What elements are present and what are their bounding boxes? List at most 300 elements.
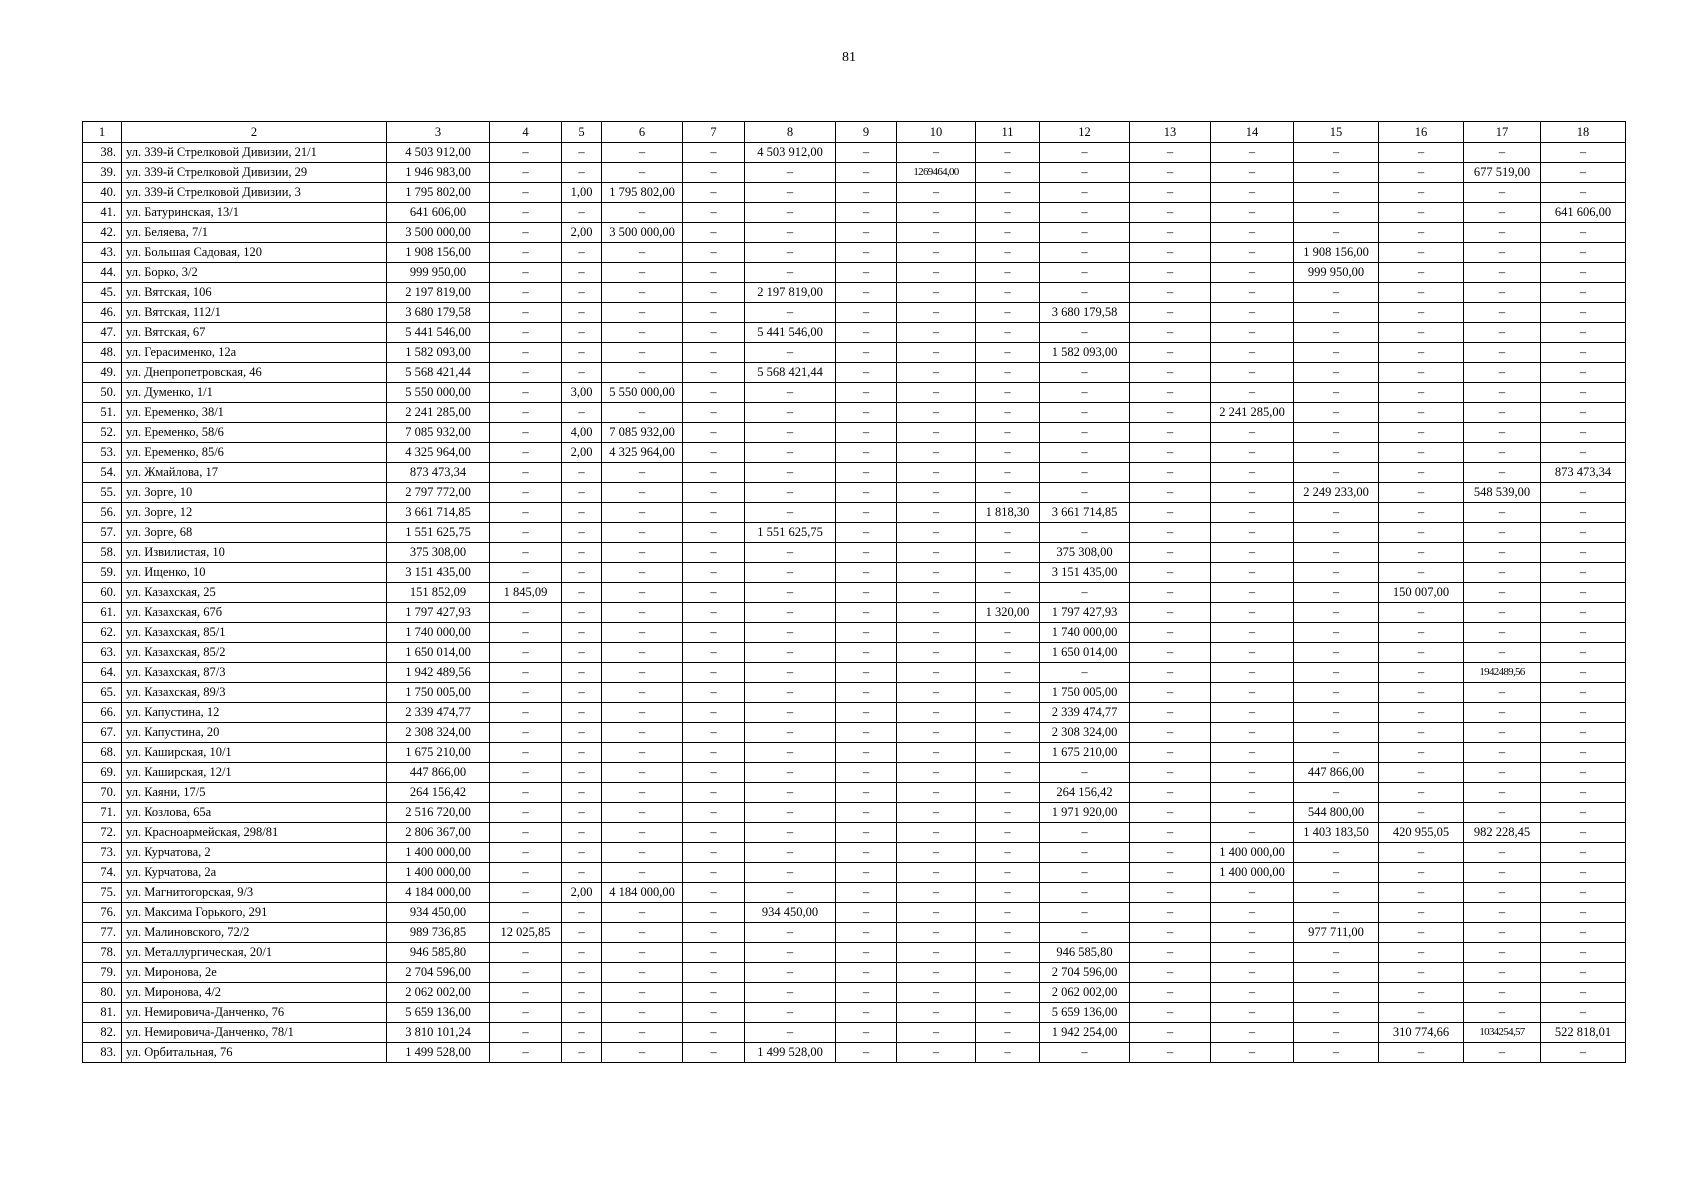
amount-cell-col-10: – <box>897 1043 976 1063</box>
amount-cell-col-5: – <box>562 623 602 643</box>
amount-cell-col-13: – <box>1130 1043 1211 1063</box>
amount-cell-col-6: – <box>602 343 683 363</box>
amount-cell-col-5: 3,00 <box>562 383 602 403</box>
amount-cell-col-14: – <box>1211 523 1294 543</box>
amount-cell-col-9: – <box>836 923 897 943</box>
amount-cell-col-18: – <box>1541 1043 1626 1063</box>
amount-cell-col-11: – <box>976 283 1040 303</box>
amount-cell-col-14: – <box>1211 603 1294 623</box>
amount-cell-col-14: – <box>1211 983 1294 1003</box>
amount-cell-col-3: 1 795 802,00 <box>387 183 490 203</box>
amount-cell-col-9: – <box>836 723 897 743</box>
table-row <box>83 443 1626 463</box>
amount-cell-col-9: – <box>836 143 897 163</box>
amount-cell-col-12: – <box>1040 143 1130 163</box>
amount-cell-col-16: – <box>1379 663 1464 683</box>
amount-cell-col-17: – <box>1464 763 1541 783</box>
amount-cell-col-10: – <box>897 223 976 243</box>
amount-cell-col-14: – <box>1211 363 1294 383</box>
amount-cell-col-3: 5 659 136,00 <box>387 1003 490 1023</box>
amount-cell-col-4: – <box>490 283 562 303</box>
amount-cell-col-13: – <box>1130 963 1211 983</box>
amount-cell-col-14: – <box>1211 903 1294 923</box>
amount-cell-col-9: – <box>836 183 897 203</box>
amount-cell-col-18: – <box>1541 403 1626 423</box>
amount-cell-col-17: – <box>1464 683 1541 703</box>
amount-cell-col-11: – <box>976 463 1040 483</box>
amount-cell-col-6: – <box>602 743 683 763</box>
amount-cell-col-17: – <box>1464 143 1541 163</box>
amount-cell-col-8: – <box>745 763 836 783</box>
amount-cell-col-4: – <box>490 223 562 243</box>
amount-cell-col-10: – <box>897 483 976 503</box>
amount-cell-col-17: – <box>1464 943 1541 963</box>
amount-cell-col-11: – <box>976 943 1040 963</box>
amount-cell-col-4: – <box>490 843 562 863</box>
amount-cell-col-18: – <box>1541 183 1626 203</box>
amount-cell-col-12: – <box>1040 323 1130 343</box>
amount-cell-col-10: – <box>897 763 976 783</box>
amount-cell-col-16: – <box>1379 603 1464 623</box>
amount-cell-col-7: – <box>683 483 745 503</box>
amount-cell-col-15: – <box>1294 683 1379 703</box>
amount-cell-col-17: – <box>1464 363 1541 383</box>
table-row <box>83 403 1626 423</box>
amount-cell-col-4: – <box>490 523 562 543</box>
amount-cell-col-5: – <box>562 683 602 703</box>
amount-cell-col-15: 977 711,00 <box>1294 923 1379 943</box>
amount-cell-col-11: – <box>976 263 1040 283</box>
table-row <box>83 583 1626 603</box>
amount-cell-col-13: – <box>1130 523 1211 543</box>
amount-cell-col-8: – <box>745 723 836 743</box>
amount-cell-col-14: – <box>1211 203 1294 223</box>
amount-cell-col-7: – <box>683 1003 745 1023</box>
amount-cell-col-12: – <box>1040 763 1130 783</box>
amount-cell-col-6: – <box>602 543 683 563</box>
amount-cell-col-4: – <box>490 823 562 843</box>
amount-cell-col-12: 3 151 435,00 <box>1040 563 1130 583</box>
amount-cell-col-3: 151 852,09 <box>387 583 490 603</box>
amount-cell-col-10: – <box>897 543 976 563</box>
amount-cell-col-16: – <box>1379 803 1464 823</box>
amount-cell-col-6: – <box>602 283 683 303</box>
amount-cell-col-5: – <box>562 303 602 323</box>
row-number-cell: 64. <box>83 663 122 683</box>
amount-cell-col-11: – <box>976 723 1040 743</box>
amount-cell-col-3: 1 582 093,00 <box>387 343 490 363</box>
amount-cell-col-7: – <box>683 843 745 863</box>
column-number-row <box>83 122 1626 143</box>
amount-cell-col-12: – <box>1040 443 1130 463</box>
column-header-4: 4 <box>490 122 562 143</box>
amount-cell-col-10: – <box>897 463 976 483</box>
amount-cell-col-15: – <box>1294 1043 1379 1063</box>
amount-cell-col-15: – <box>1294 323 1379 343</box>
amount-cell-col-3: 1 499 528,00 <box>387 1043 490 1063</box>
amount-cell-col-4: – <box>490 203 562 223</box>
row-number-cell: 62. <box>83 623 122 643</box>
row-number-cell: 75. <box>83 883 122 903</box>
row-number-cell: 55. <box>83 483 122 503</box>
amount-cell-col-16: – <box>1379 903 1464 923</box>
amount-cell-col-10: – <box>897 143 976 163</box>
amount-cell-col-13: – <box>1130 423 1211 443</box>
amount-cell-col-10: – <box>897 523 976 543</box>
amount-cell-col-9: – <box>836 683 897 703</box>
amount-cell-col-14: – <box>1211 583 1294 603</box>
amount-cell-col-8: – <box>745 163 836 183</box>
amount-cell-col-16: – <box>1379 543 1464 563</box>
amount-cell-col-11: – <box>976 383 1040 403</box>
amount-cell-col-9: – <box>836 263 897 283</box>
amount-cell-col-18: – <box>1541 523 1626 543</box>
amount-cell-col-8: – <box>745 643 836 663</box>
table-row <box>83 503 1626 523</box>
amount-cell-col-3: 1 400 000,00 <box>387 843 490 863</box>
amount-cell-col-9: – <box>836 583 897 603</box>
amount-cell-col-9: – <box>836 763 897 783</box>
amount-cell-col-3: 3 661 714,85 <box>387 503 490 523</box>
amount-cell-col-12: 1 650 014,00 <box>1040 643 1130 663</box>
amount-cell-col-8: – <box>745 503 836 523</box>
address-cell: ул. Еременко, 58/6 <box>122 423 387 443</box>
row-number-cell: 67. <box>83 723 122 743</box>
address-cell: ул. 339-й Стрелковой Дивизии, 3 <box>122 183 387 203</box>
amount-cell-col-18: – <box>1541 783 1626 803</box>
amount-cell-col-14: – <box>1211 743 1294 763</box>
amount-cell-col-4: – <box>490 663 562 683</box>
table-row <box>83 563 1626 583</box>
amount-cell-col-6: – <box>602 563 683 583</box>
amount-cell-col-4: – <box>490 963 562 983</box>
amount-cell-col-5: 4,00 <box>562 423 602 443</box>
amount-cell-col-6: – <box>602 703 683 723</box>
amount-cell-col-17: – <box>1464 383 1541 403</box>
amount-cell-col-11: – <box>976 423 1040 443</box>
amount-cell-col-11: – <box>976 403 1040 423</box>
amount-cell-col-7: – <box>683 543 745 563</box>
table-row <box>83 523 1626 543</box>
amount-cell-col-4: – <box>490 1043 562 1063</box>
address-cell: ул. Зорге, 10 <box>122 483 387 503</box>
amount-cell-col-11: – <box>976 783 1040 803</box>
table-row <box>83 143 1626 163</box>
amount-cell-col-16: – <box>1379 463 1464 483</box>
amount-cell-col-15: – <box>1294 623 1379 643</box>
amount-cell-col-6: – <box>602 243 683 263</box>
amount-cell-col-4: – <box>490 143 562 163</box>
amount-cell-col-9: – <box>836 343 897 363</box>
amount-cell-col-13: – <box>1130 1003 1211 1023</box>
amount-cell-col-4: – <box>490 903 562 923</box>
amount-cell-col-6: – <box>602 583 683 603</box>
amount-cell-col-9: – <box>836 483 897 503</box>
amount-cell-col-4: – <box>490 463 562 483</box>
amount-cell-col-13: – <box>1130 223 1211 243</box>
row-number-cell: 45. <box>83 283 122 303</box>
amount-cell-col-8: – <box>745 183 836 203</box>
amount-cell-col-10: – <box>897 723 976 743</box>
amount-cell-col-3: 1 797 427,93 <box>387 603 490 623</box>
amount-cell-col-8: – <box>745 383 836 403</box>
amount-cell-col-17: – <box>1464 743 1541 763</box>
row-number-cell: 66. <box>83 703 122 723</box>
amount-cell-col-16: – <box>1379 683 1464 703</box>
amount-cell-col-17: – <box>1464 903 1541 923</box>
amount-cell-col-4: – <box>490 543 562 563</box>
amount-cell-col-5: – <box>562 523 602 543</box>
table-row <box>83 343 1626 363</box>
table-row <box>83 783 1626 803</box>
amount-cell-col-13: – <box>1130 143 1211 163</box>
amount-cell-col-7: – <box>683 763 745 783</box>
amount-cell-col-14: – <box>1211 1003 1294 1023</box>
address-cell: ул. Максима Горького, 291 <box>122 903 387 923</box>
amount-cell-col-9: – <box>836 503 897 523</box>
column-header-17: 17 <box>1464 122 1541 143</box>
amount-cell-col-10: – <box>897 943 976 963</box>
column-header-13: 13 <box>1130 122 1211 143</box>
amount-cell-col-9: – <box>836 783 897 803</box>
row-number-cell: 60. <box>83 583 122 603</box>
address-cell: ул. Извилистая, 10 <box>122 543 387 563</box>
table-row <box>83 943 1626 963</box>
table-row <box>83 303 1626 323</box>
amount-cell-col-4: – <box>490 403 562 423</box>
amount-cell-col-5: – <box>562 963 602 983</box>
amount-cell-col-10: – <box>897 243 976 263</box>
amount-cell-col-14: – <box>1211 343 1294 363</box>
amount-cell-col-17: – <box>1464 703 1541 723</box>
amount-cell-col-11: 1 818,30 <box>976 503 1040 523</box>
amount-cell-col-4: – <box>490 943 562 963</box>
amount-cell-col-10: – <box>897 1003 976 1023</box>
amount-cell-col-9: – <box>836 803 897 823</box>
amount-cell-col-8: – <box>745 823 836 843</box>
amount-cell-col-4: – <box>490 423 562 443</box>
amount-cell-col-15: 1 908 156,00 <box>1294 243 1379 263</box>
amount-cell-col-3: 2 062 002,00 <box>387 983 490 1003</box>
table-row <box>83 723 1626 743</box>
amount-cell-col-6: – <box>602 363 683 383</box>
amount-cell-col-11: – <box>976 183 1040 203</box>
amount-cell-col-8: 5 441 546,00 <box>745 323 836 343</box>
row-number-cell: 50. <box>83 383 122 403</box>
amount-cell-col-5: 2,00 <box>562 223 602 243</box>
amount-cell-col-7: – <box>683 323 745 343</box>
amount-cell-col-18: – <box>1541 643 1626 663</box>
amount-cell-col-4: – <box>490 243 562 263</box>
table-row <box>83 183 1626 203</box>
table-row <box>83 543 1626 563</box>
amount-cell-col-5: – <box>562 823 602 843</box>
amount-cell-col-4: – <box>490 723 562 743</box>
amount-cell-col-16: – <box>1379 423 1464 443</box>
address-cell: ул. Большая Садовая, 120 <box>122 243 387 263</box>
row-number-cell: 69. <box>83 763 122 783</box>
amount-cell-col-17: – <box>1464 303 1541 323</box>
amount-cell-col-13: – <box>1130 923 1211 943</box>
amount-cell-col-10: – <box>897 903 976 923</box>
amount-cell-col-6: – <box>602 903 683 923</box>
amount-cell-col-12: 1 797 427,93 <box>1040 603 1130 623</box>
amount-cell-col-9: – <box>836 383 897 403</box>
amount-cell-col-7: – <box>683 303 745 323</box>
amount-cell-col-11: – <box>976 223 1040 243</box>
amount-cell-col-10: – <box>897 863 976 883</box>
amount-cell-col-13: – <box>1130 643 1211 663</box>
amount-cell-col-9: – <box>836 1003 897 1023</box>
amount-cell-col-13: – <box>1130 543 1211 563</box>
amount-cell-col-17: – <box>1464 723 1541 743</box>
amount-cell-col-8: – <box>745 1003 836 1023</box>
amount-cell-col-11: – <box>976 803 1040 823</box>
amount-cell-col-14: 2 241 285,00 <box>1211 403 1294 423</box>
amount-cell-col-9: – <box>836 323 897 343</box>
address-cell: ул. Борко, 3/2 <box>122 263 387 283</box>
amount-cell-col-14: – <box>1211 943 1294 963</box>
amount-cell-col-4: – <box>490 643 562 663</box>
column-header-9: 9 <box>836 122 897 143</box>
address-cell: ул. Думенко, 1/1 <box>122 383 387 403</box>
amount-cell-col-9: – <box>836 703 897 723</box>
amount-cell-col-18: – <box>1541 143 1626 163</box>
amount-cell-col-6: 7 085 932,00 <box>602 423 683 443</box>
amount-cell-col-7: – <box>683 503 745 523</box>
amount-cell-col-11: – <box>976 963 1040 983</box>
amount-cell-col-5: – <box>562 943 602 963</box>
amount-cell-col-9: – <box>836 903 897 923</box>
amount-cell-col-16: – <box>1379 623 1464 643</box>
amount-cell-col-7: – <box>683 863 745 883</box>
amount-cell-col-15: – <box>1294 143 1379 163</box>
table-row <box>83 1043 1626 1063</box>
amount-cell-col-10: – <box>897 783 976 803</box>
address-cell: ул. Магнитогорская, 9/3 <box>122 883 387 903</box>
amount-cell-col-8: – <box>745 783 836 803</box>
amount-cell-col-16: 420 955,05 <box>1379 823 1464 843</box>
row-number-cell: 80. <box>83 983 122 1003</box>
amount-cell-col-3: 1 400 000,00 <box>387 863 490 883</box>
amount-cell-col-8: – <box>745 203 836 223</box>
amount-cell-col-12: – <box>1040 283 1130 303</box>
table-row <box>83 463 1626 483</box>
table-row <box>83 1003 1626 1023</box>
amount-cell-col-14: – <box>1211 243 1294 263</box>
amount-cell-col-4: – <box>490 343 562 363</box>
amount-cell-col-14: – <box>1211 823 1294 843</box>
table-row <box>83 683 1626 703</box>
amount-cell-col-18: – <box>1541 223 1626 243</box>
amount-cell-col-12: – <box>1040 903 1130 923</box>
amount-cell-col-8: – <box>745 303 836 323</box>
amount-cell-col-12: 946 585,80 <box>1040 943 1130 963</box>
amount-cell-col-10: – <box>897 963 976 983</box>
amount-cell-col-11: – <box>976 743 1040 763</box>
table-row <box>83 223 1626 243</box>
amount-cell-col-14: – <box>1211 323 1294 343</box>
amount-cell-col-7: – <box>683 823 745 843</box>
table-row <box>83 603 1626 623</box>
amount-cell-col-7: – <box>683 983 745 1003</box>
amount-cell-col-12: – <box>1040 463 1130 483</box>
row-number-cell: 48. <box>83 343 122 363</box>
amount-cell-col-17: – <box>1464 1003 1541 1023</box>
amount-cell-col-14: – <box>1211 423 1294 443</box>
amount-cell-col-14: – <box>1211 463 1294 483</box>
amount-cell-col-11: – <box>976 443 1040 463</box>
amount-cell-col-6: – <box>602 983 683 1003</box>
amount-cell-col-8: – <box>745 483 836 503</box>
amount-cell-col-9: – <box>836 543 897 563</box>
amount-cell-col-17: – <box>1464 803 1541 823</box>
amount-cell-col-12: 2 308 324,00 <box>1040 723 1130 743</box>
amount-cell-col-16: – <box>1379 183 1464 203</box>
row-number-cell: 40. <box>83 183 122 203</box>
amount-cell-col-6: 4 184 000,00 <box>602 883 683 903</box>
amount-cell-col-6: – <box>602 143 683 163</box>
amount-cell-col-7: – <box>683 683 745 703</box>
amount-cell-col-4: – <box>490 1003 562 1023</box>
amount-cell-col-13: – <box>1130 603 1211 623</box>
amount-cell-col-12: – <box>1040 383 1130 403</box>
amount-cell-col-6: – <box>602 1043 683 1063</box>
amount-cell-col-6: – <box>602 463 683 483</box>
amount-cell-col-3: 264 156,42 <box>387 783 490 803</box>
amount-cell-col-16: – <box>1379 443 1464 463</box>
amount-cell-col-18: – <box>1541 543 1626 563</box>
amount-cell-col-5: – <box>562 923 602 943</box>
amount-cell-col-11: – <box>976 1043 1040 1063</box>
amount-cell-col-15: 447 866,00 <box>1294 763 1379 783</box>
amount-cell-col-9: – <box>836 943 897 963</box>
table-row <box>83 363 1626 383</box>
amount-cell-col-5: – <box>562 903 602 923</box>
amount-cell-col-10: – <box>897 323 976 343</box>
amount-cell-col-13: – <box>1130 583 1211 603</box>
amount-cell-col-5: – <box>562 723 602 743</box>
amount-cell-col-11: – <box>976 483 1040 503</box>
address-cell: ул. Каширская, 12/1 <box>122 763 387 783</box>
row-number-cell: 38. <box>83 143 122 163</box>
address-cell: ул. Каширская, 10/1 <box>122 743 387 763</box>
row-number-cell: 74. <box>83 863 122 883</box>
amount-cell-col-3: 3 151 435,00 <box>387 563 490 583</box>
amount-cell-col-16: – <box>1379 483 1464 503</box>
amount-cell-col-16: 310 774,66 <box>1379 1023 1464 1043</box>
amount-cell-col-14: – <box>1211 1043 1294 1063</box>
amount-cell-col-17: – <box>1464 603 1541 623</box>
amount-cell-col-15: – <box>1294 163 1379 183</box>
amount-cell-col-6: – <box>602 723 683 743</box>
amount-cell-col-4: – <box>490 383 562 403</box>
amount-cell-col-4: – <box>490 503 562 523</box>
amount-cell-col-16: – <box>1379 383 1464 403</box>
amount-cell-col-15: – <box>1294 283 1379 303</box>
address-cell: ул. Вятская, 67 <box>122 323 387 343</box>
amount-cell-col-3: 989 736,85 <box>387 923 490 943</box>
amount-cell-col-11: – <box>976 903 1040 923</box>
amount-cell-col-4: – <box>490 983 562 1003</box>
table-row <box>83 423 1626 443</box>
amount-cell-col-6: – <box>602 783 683 803</box>
amount-cell-col-17: – <box>1464 443 1541 463</box>
amount-cell-col-6: – <box>602 1023 683 1043</box>
amount-cell-col-7: – <box>683 663 745 683</box>
amount-cell-col-14: – <box>1211 223 1294 243</box>
amount-cell-col-18: – <box>1541 683 1626 703</box>
